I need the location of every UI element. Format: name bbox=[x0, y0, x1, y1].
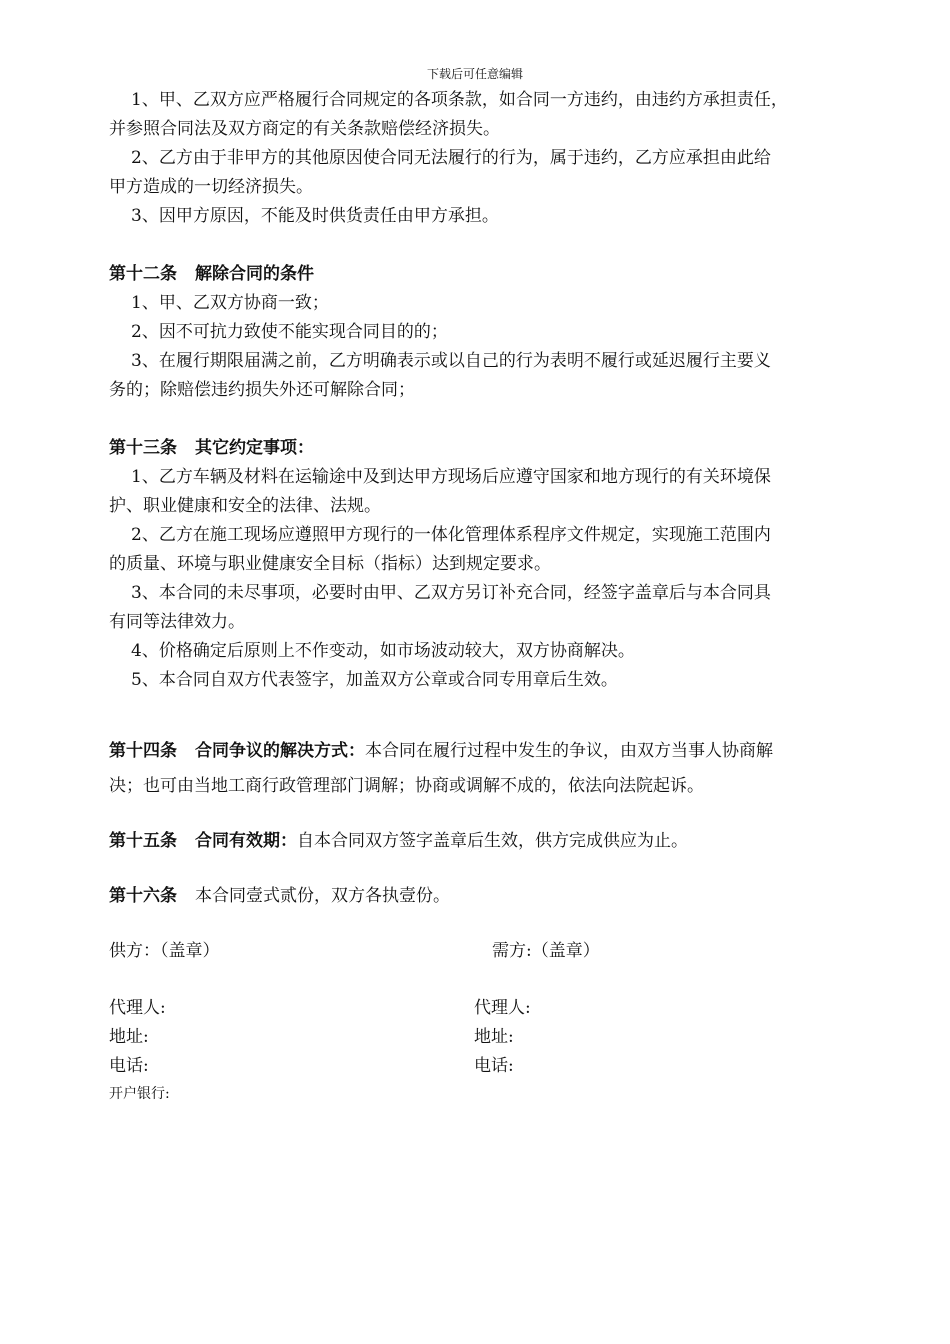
article15-line bbox=[109, 827, 869, 856]
article12-line-3: 3、在履行期限届满之前，乙方明确表示或以自己的行为表明不履行或延迟履行主要义 bbox=[131, 351, 771, 371]
article16-line bbox=[109, 882, 869, 911]
article11-line-2: 并参照合同法及双方商定的有关条款赔偿经济损失。 bbox=[109, 119, 500, 139]
article13-line-5: 3、本合同的未尽事项，必要时由甲、乙双方另订补充合同，经签字盖章后与本合同具 bbox=[131, 583, 771, 603]
spacer bbox=[109, 695, 869, 737]
article13-line-4: 的质量、环境与职业健康安全目标（指标）达到规定要求。 bbox=[109, 554, 551, 574]
buyer-seal-label: 需方:（盖章） bbox=[492, 941, 600, 961]
article13-title: 其它约定事项： bbox=[195, 438, 314, 458]
article15-text: 自本合同双方签字盖章后生效，供方完成供应为止。 bbox=[297, 831, 688, 851]
article14-line-1 bbox=[109, 737, 869, 766]
supplier-agent-label: 代理人: bbox=[109, 998, 166, 1018]
supplier-address-label: 地址: bbox=[109, 1027, 149, 1047]
article15-title: 合同有效期： bbox=[195, 831, 297, 851]
article11-line-4: 甲方造成的一切经济损失。 bbox=[109, 177, 313, 197]
article13-line-2: 护、职业健康和安全的法律、法规。 bbox=[109, 496, 381, 516]
article11-line-1: 1、甲、乙双方应严格履行合同规定的各项条款，如合同一方违约，由违约方承担责任， bbox=[131, 90, 788, 110]
article14-text-1: 本合同在履行过程中发生的争议，由双方当事人协商解 bbox=[365, 741, 773, 761]
article14-line-2: 决；也可由当地工商行政管理部门调解；协商或调解不成的，依法向法院起诉。 bbox=[109, 776, 704, 796]
article16-number: 第十六条 bbox=[109, 886, 177, 906]
article13-number: 第十三条 bbox=[109, 438, 177, 458]
spacer bbox=[109, 856, 869, 882]
article14-title: 合同争议的解决方式： bbox=[195, 741, 365, 761]
article11-line-5: 3、因甲方原因，不能及时供货责任由甲方承担。 bbox=[131, 206, 499, 226]
article13-line-6: 有同等法律效力。 bbox=[109, 612, 245, 632]
header-note: 下载后可任意编辑 bbox=[426, 67, 523, 81]
buyer-phone-label: 电话: bbox=[474, 1056, 514, 1076]
article12-title: 解除合同的条件 bbox=[195, 264, 314, 284]
article13-line-7: 4、价格确定后原则上不作变动，如市场波动较大，双方协商解决。 bbox=[131, 641, 635, 661]
article15-number: 第十五条 bbox=[109, 831, 177, 851]
article13-heading bbox=[109, 434, 869, 463]
buyer-address-label: 地址: bbox=[474, 1027, 514, 1047]
article12-line-1: 1、甲、乙双方协商一致； bbox=[131, 293, 329, 313]
spacer bbox=[109, 405, 869, 434]
contract-body bbox=[109, 86, 869, 911]
supplier-bank-label: 开户银行: bbox=[109, 1086, 170, 1102]
article13-line-8: 5、本合同自双方代表签字，加盖双方公章或合同专用章后生效。 bbox=[131, 670, 618, 690]
article11-line-3: 2、乙方由于非甲方的其他原因使合同无法履行的行为，属于违约，乙方应承担由此给 bbox=[131, 148, 771, 168]
supplier-phone-label: 电话: bbox=[109, 1056, 149, 1076]
supplier-seal-label: 供方：（盖章） bbox=[109, 941, 220, 961]
article12-line-2: 2、因不可抗力致使不能实现合同目的的； bbox=[131, 322, 448, 342]
buyer-agent-label: 代理人: bbox=[474, 998, 531, 1018]
spacer bbox=[109, 801, 869, 827]
article13-line-1: 1、乙方车辆及材料在运输途中及到达甲方现场后应遵守国家和地方现行的有关环境保 bbox=[131, 467, 771, 487]
article12-number: 第十二条 bbox=[109, 264, 177, 284]
article16-text: 本合同壹式贰份，双方各执壹份。 bbox=[195, 886, 450, 906]
article12-heading bbox=[109, 260, 869, 289]
spacer bbox=[109, 231, 869, 260]
article12-line-4: 务的；除赔偿违约损失外还可解除合同； bbox=[109, 380, 415, 400]
article14-number: 第十四条 bbox=[109, 741, 177, 761]
article13-line-3: 2、乙方在施工现场应遵照甲方现行的一体化管理体系程序文件规定，实现施工范围内 bbox=[131, 525, 771, 545]
